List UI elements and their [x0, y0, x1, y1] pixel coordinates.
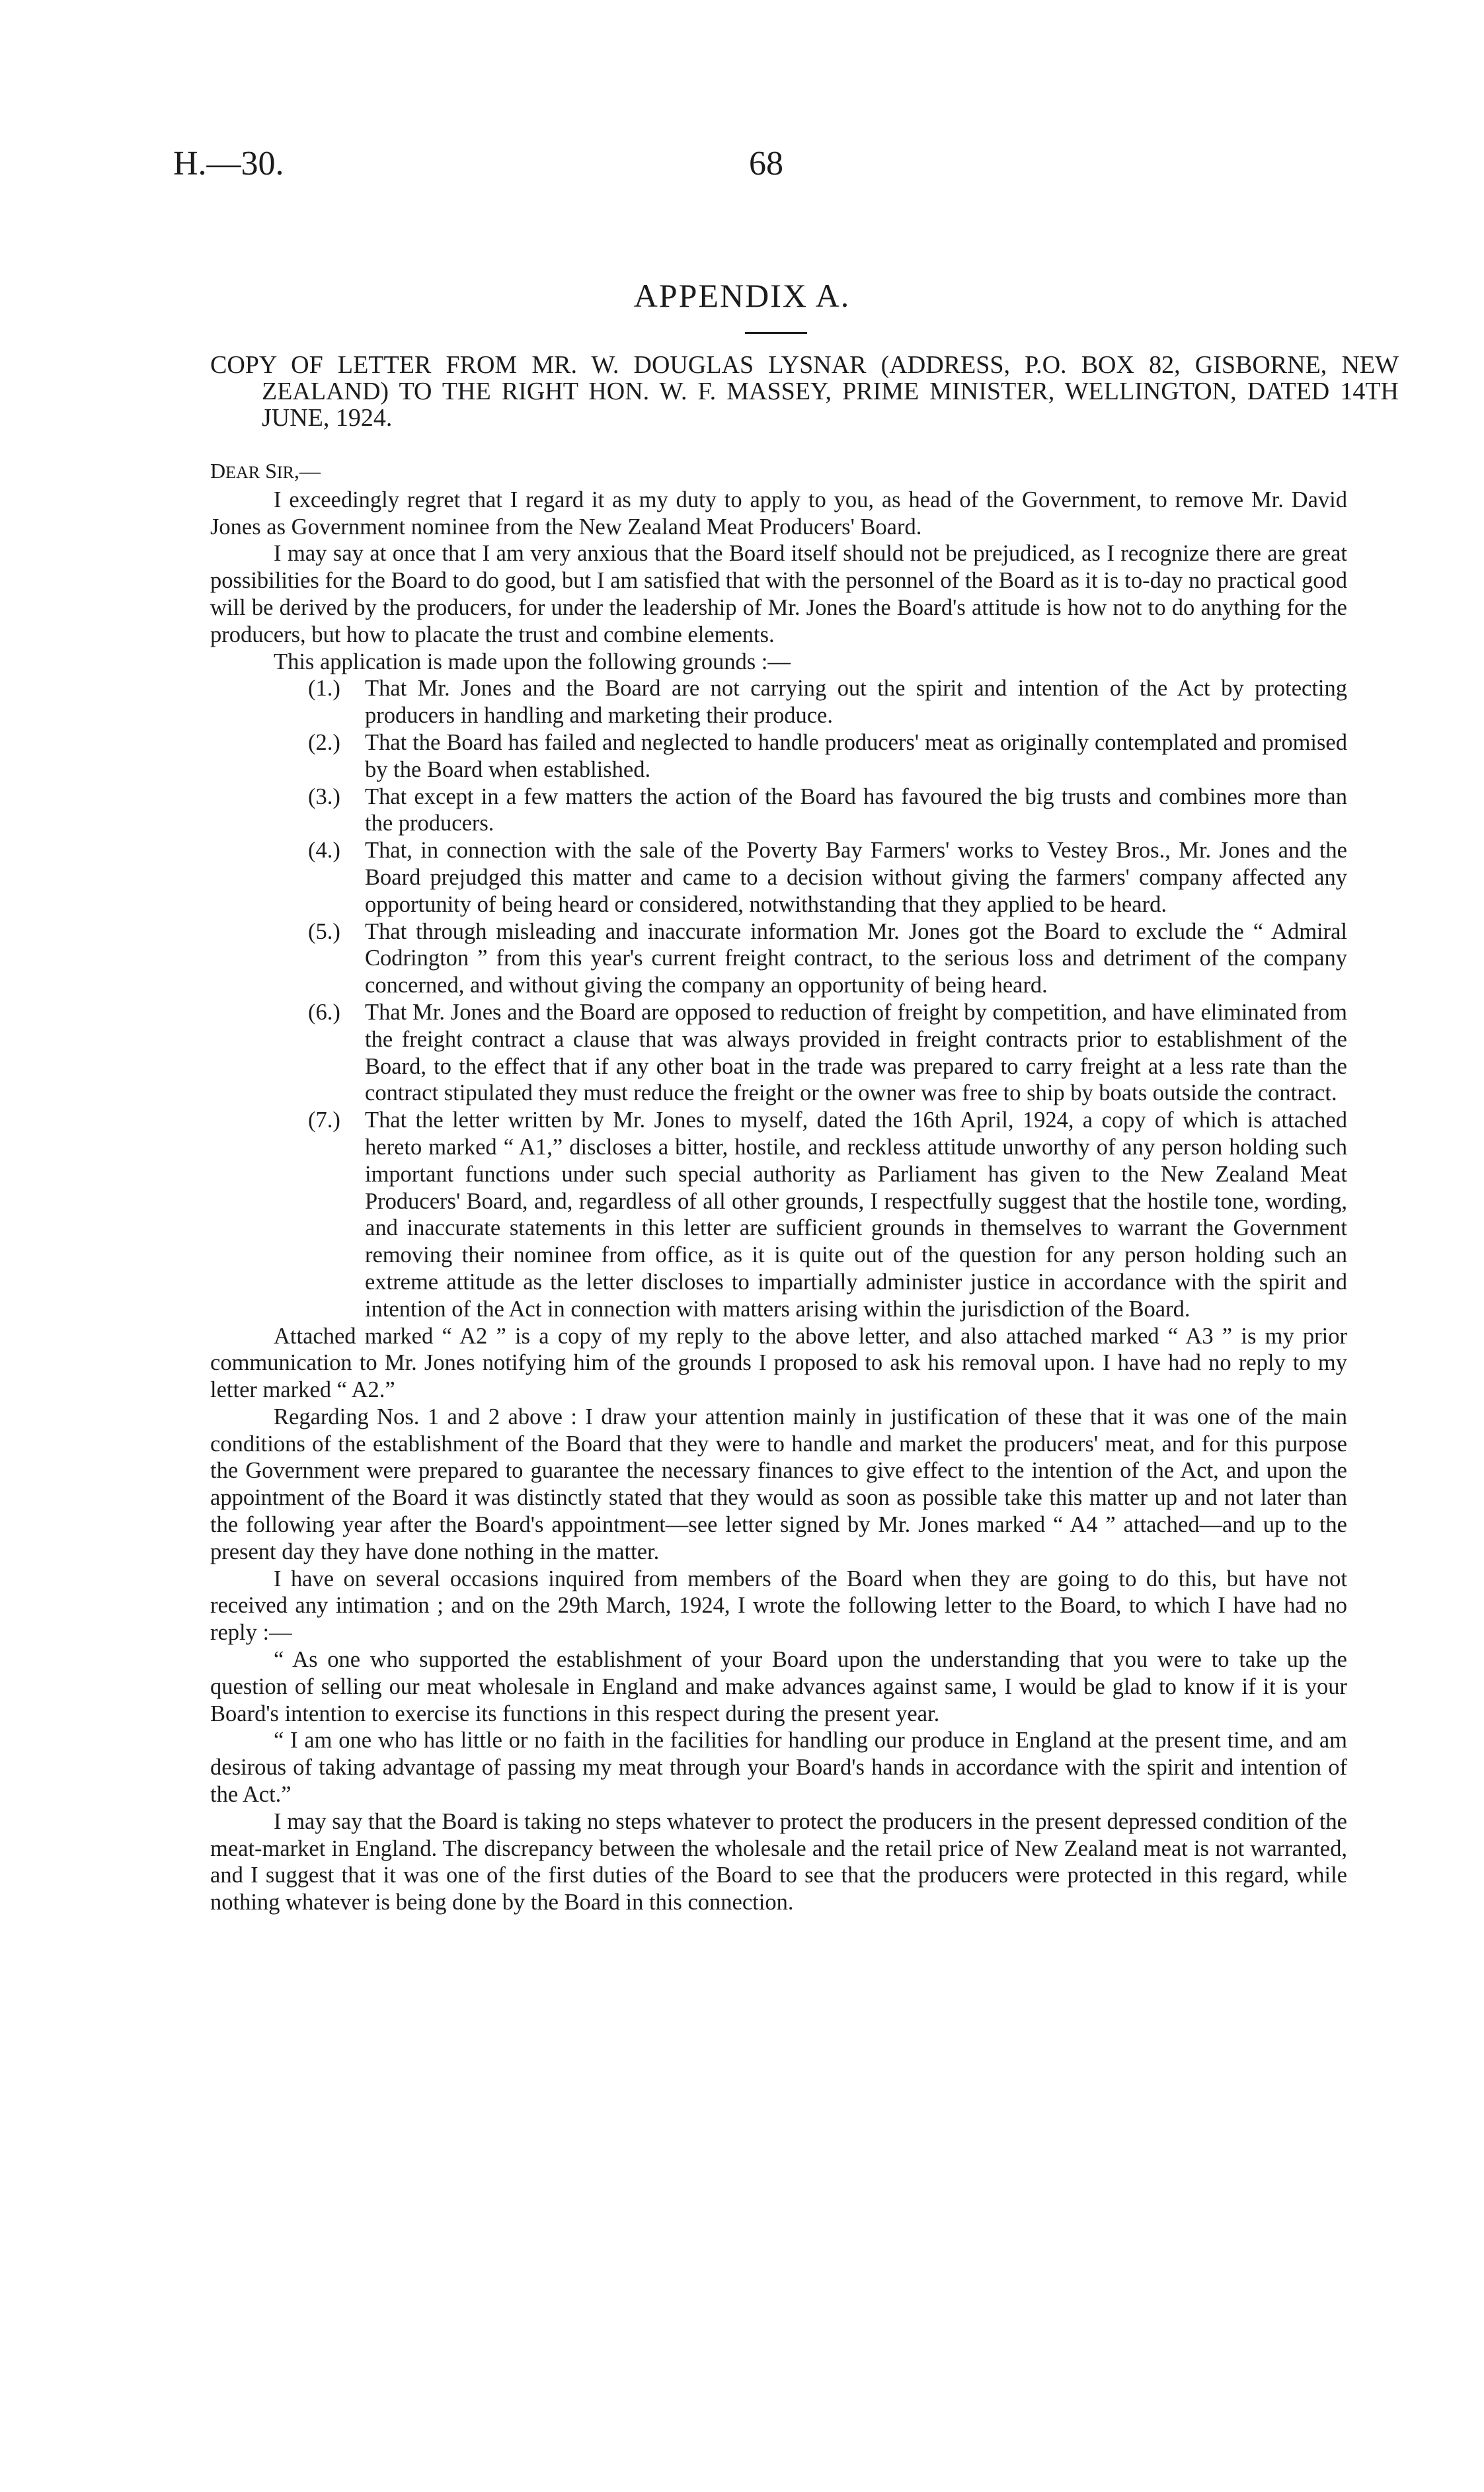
quoted-letter-paragraph-1: “ As one who supported the establishment of your Board upon the understanding that you were to take up the question of selling our meat wholesale in England and make advances against same, I would be glad to know if it is your Board's intention to exercise its functions in this respect during the present year.	[210, 1647, 1347, 1726]
paragraph-1: I exceedingly regret that I regard it as my duty to apply to you, as head of the Government, to remove Mr. David Jones as Government nominee from the New Zealand Meat Producers' Board.	[210, 487, 1347, 540]
paragraph-7: I may say that the Board is taking no steps whatever to protect the producers in the present depressed condition of the meat-market in England. The discrepancy between the wholesale and the retail price of New Zealand meat is not warranted, and I suggest that it was one of the first duties of the Board to see that the producers were protected in this regard, while nothing whatever is being done by the Board in this connection.	[210, 1808, 1347, 1915]
ground-number: (2.)	[308, 729, 340, 755]
ground-item-1	[210, 675, 1347, 729]
ground-item-4	[210, 837, 1347, 918]
paragraph-3: This application is made upon the following grounds :—	[274, 649, 791, 674]
quoted-letter-paragraph-2: “ I am one who has little or no faith in the facilities for handling our produce in England at the present time, and am desirous of taking advantage of passing my meat through your Board's hands in accordance with the spirit and intention of the Act.”	[210, 1728, 1347, 1808]
ground-text: That, in connection with the sale of the Poverty Bay Farmers' works to Vestey Bros., Mr. Jones and the Board prejudged this matter and came to a decision without giving the farmers' company affected any opportunity of being heard or considered, notwithstanding that they applied to be heard.	[365, 838, 1347, 917]
ground-text: That Mr. Jones and the Board are opposed to reduction of freight by competition, and have eliminated from the freight contract a clause that was always provided in freight contracts prior to establishment of the Board, to the effect that if any other boat in the trade was prepared to carry freight at a less rate than the contract stipulated they must reduce the freight or the owner was free to ship by boats outside the contract.	[365, 999, 1347, 1106]
document-reference: H.—30.	[173, 145, 284, 182]
ground-number: (1.)	[308, 676, 340, 702]
ground-text: That except in a few matters the action of the Board has favoured the big trusts and combines more than the producers.	[365, 784, 1347, 836]
paragraph-6: I have on several occasions inquired from members of the Board when they are going to do this, but have not received any intimation ; and on the 29th March, 1924, I wrote the following letter to the Board, to which I have had no reply :—	[210, 1566, 1347, 1646]
ground-item-3	[210, 784, 1347, 838]
letter-heading: COPY OF LETTER FROM MR. W. DOUGLAS LYSNAR (ADDRESS, P.O. BOX 82, GISBORNE, NEW ZEALAND) TO THE RIGHT HON. W. F. MASSEY, PRIME MINISTER, WELLINGTON, DATED 14TH JUNE, 1924.	[210, 351, 1399, 432]
ground-number: (6.)	[308, 999, 340, 1025]
paragraph-4: Attached marked “ A2 ” is a copy of my reply to the above letter, and also attached marked “ A3 ” is my prior communication to Mr. Jones notifying him of the grounds I proposed to ask his removal upon. I have had no reply to my letter marked “ A2.”	[210, 1323, 1347, 1403]
ground-text: That the Board has failed and neglected to handle producers' meat as originally contemplated and promised by the Board when established.	[365, 729, 1347, 782]
paragraph-2: I may say at once that I am very anxious that the Board itself should not be prejudiced, as I recognize there are great possibilities for the Board to do good, but I am satisfied that with the personnel of the Board as it is to-day no practical good will be derived by the producers, for under the leadership of Mr. Jones the Board's attitude is how not to do anything for the producers, but how to placate the trust and combine elements.	[210, 541, 1347, 647]
ground-item-2	[210, 729, 1347, 784]
ground-number: (4.)	[308, 838, 340, 864]
ground-number: (3.)	[308, 784, 340, 809]
page-number: 68	[749, 145, 783, 182]
ground-number: (7.)	[308, 1107, 340, 1133]
ground-item-7	[210, 1107, 1347, 1322]
ground-text: That Mr. Jones and the Board are not carrying out the spirit and intention of the Act by protecting producers in handling and marketing their produce.	[365, 676, 1347, 729]
paragraph-5: Regarding Nos. 1 and 2 above : I draw your attention mainly in justification of these that it was one of the main conditions of the establishment of the Board that they were to handle and market the producers' meat, and for this purpose the Government were prepared to guarantee the necessary finances to give effect to the intention of the Act, and upon the appointment of the Board it was distinctly stated that they would as soon as possible take this matter up and not later than the following year after the Board's appointment—see letter signed by Mr. Jones marked “ A4 ” attached—and up to the present day they have done nothing in the matter.	[210, 1404, 1347, 1564]
ground-number: (5.)	[308, 918, 340, 944]
ground-item-5	[210, 918, 1347, 999]
ground-text: That the letter written by Mr. Jones to myself, dated the 16th April, 1924, a copy of which is attached hereto marked “ A1,” discloses a bitter, hostile, and reckless attitude unworthy of any person holding such important functions under such special authority as Parliament has given to the New Zealand Meat Producers' Board, and, regardless of all other grounds, I respectfully suggest that the hostile tone, wording, and inaccurate statements in this letter are sufficient grounds in themselves to warrant the Government removing their nominee from office, as it is quite out of the question for any person holding such an extreme attitude as the letter discloses to impartially administer justice in accordance with the spirit and intention of the Act in connection with matters arising within the jurisdiction of the Board.	[365, 1107, 1347, 1322]
salutation: DEAR SIR,—	[210, 459, 321, 483]
ground-text: That through misleading and inaccurate information Mr. Jones got the Board to exclude the “ Admiral Codrington ” from this year's current freight contract, to the serious loss and detriment of the company concerned, and without giving the company an opportunity of being heard.	[365, 918, 1347, 998]
appendix-title: APPENDIX A.	[633, 277, 851, 314]
ground-item-6	[210, 999, 1347, 1107]
title-rule	[745, 332, 807, 334]
letter-body	[210, 458, 1347, 1916]
